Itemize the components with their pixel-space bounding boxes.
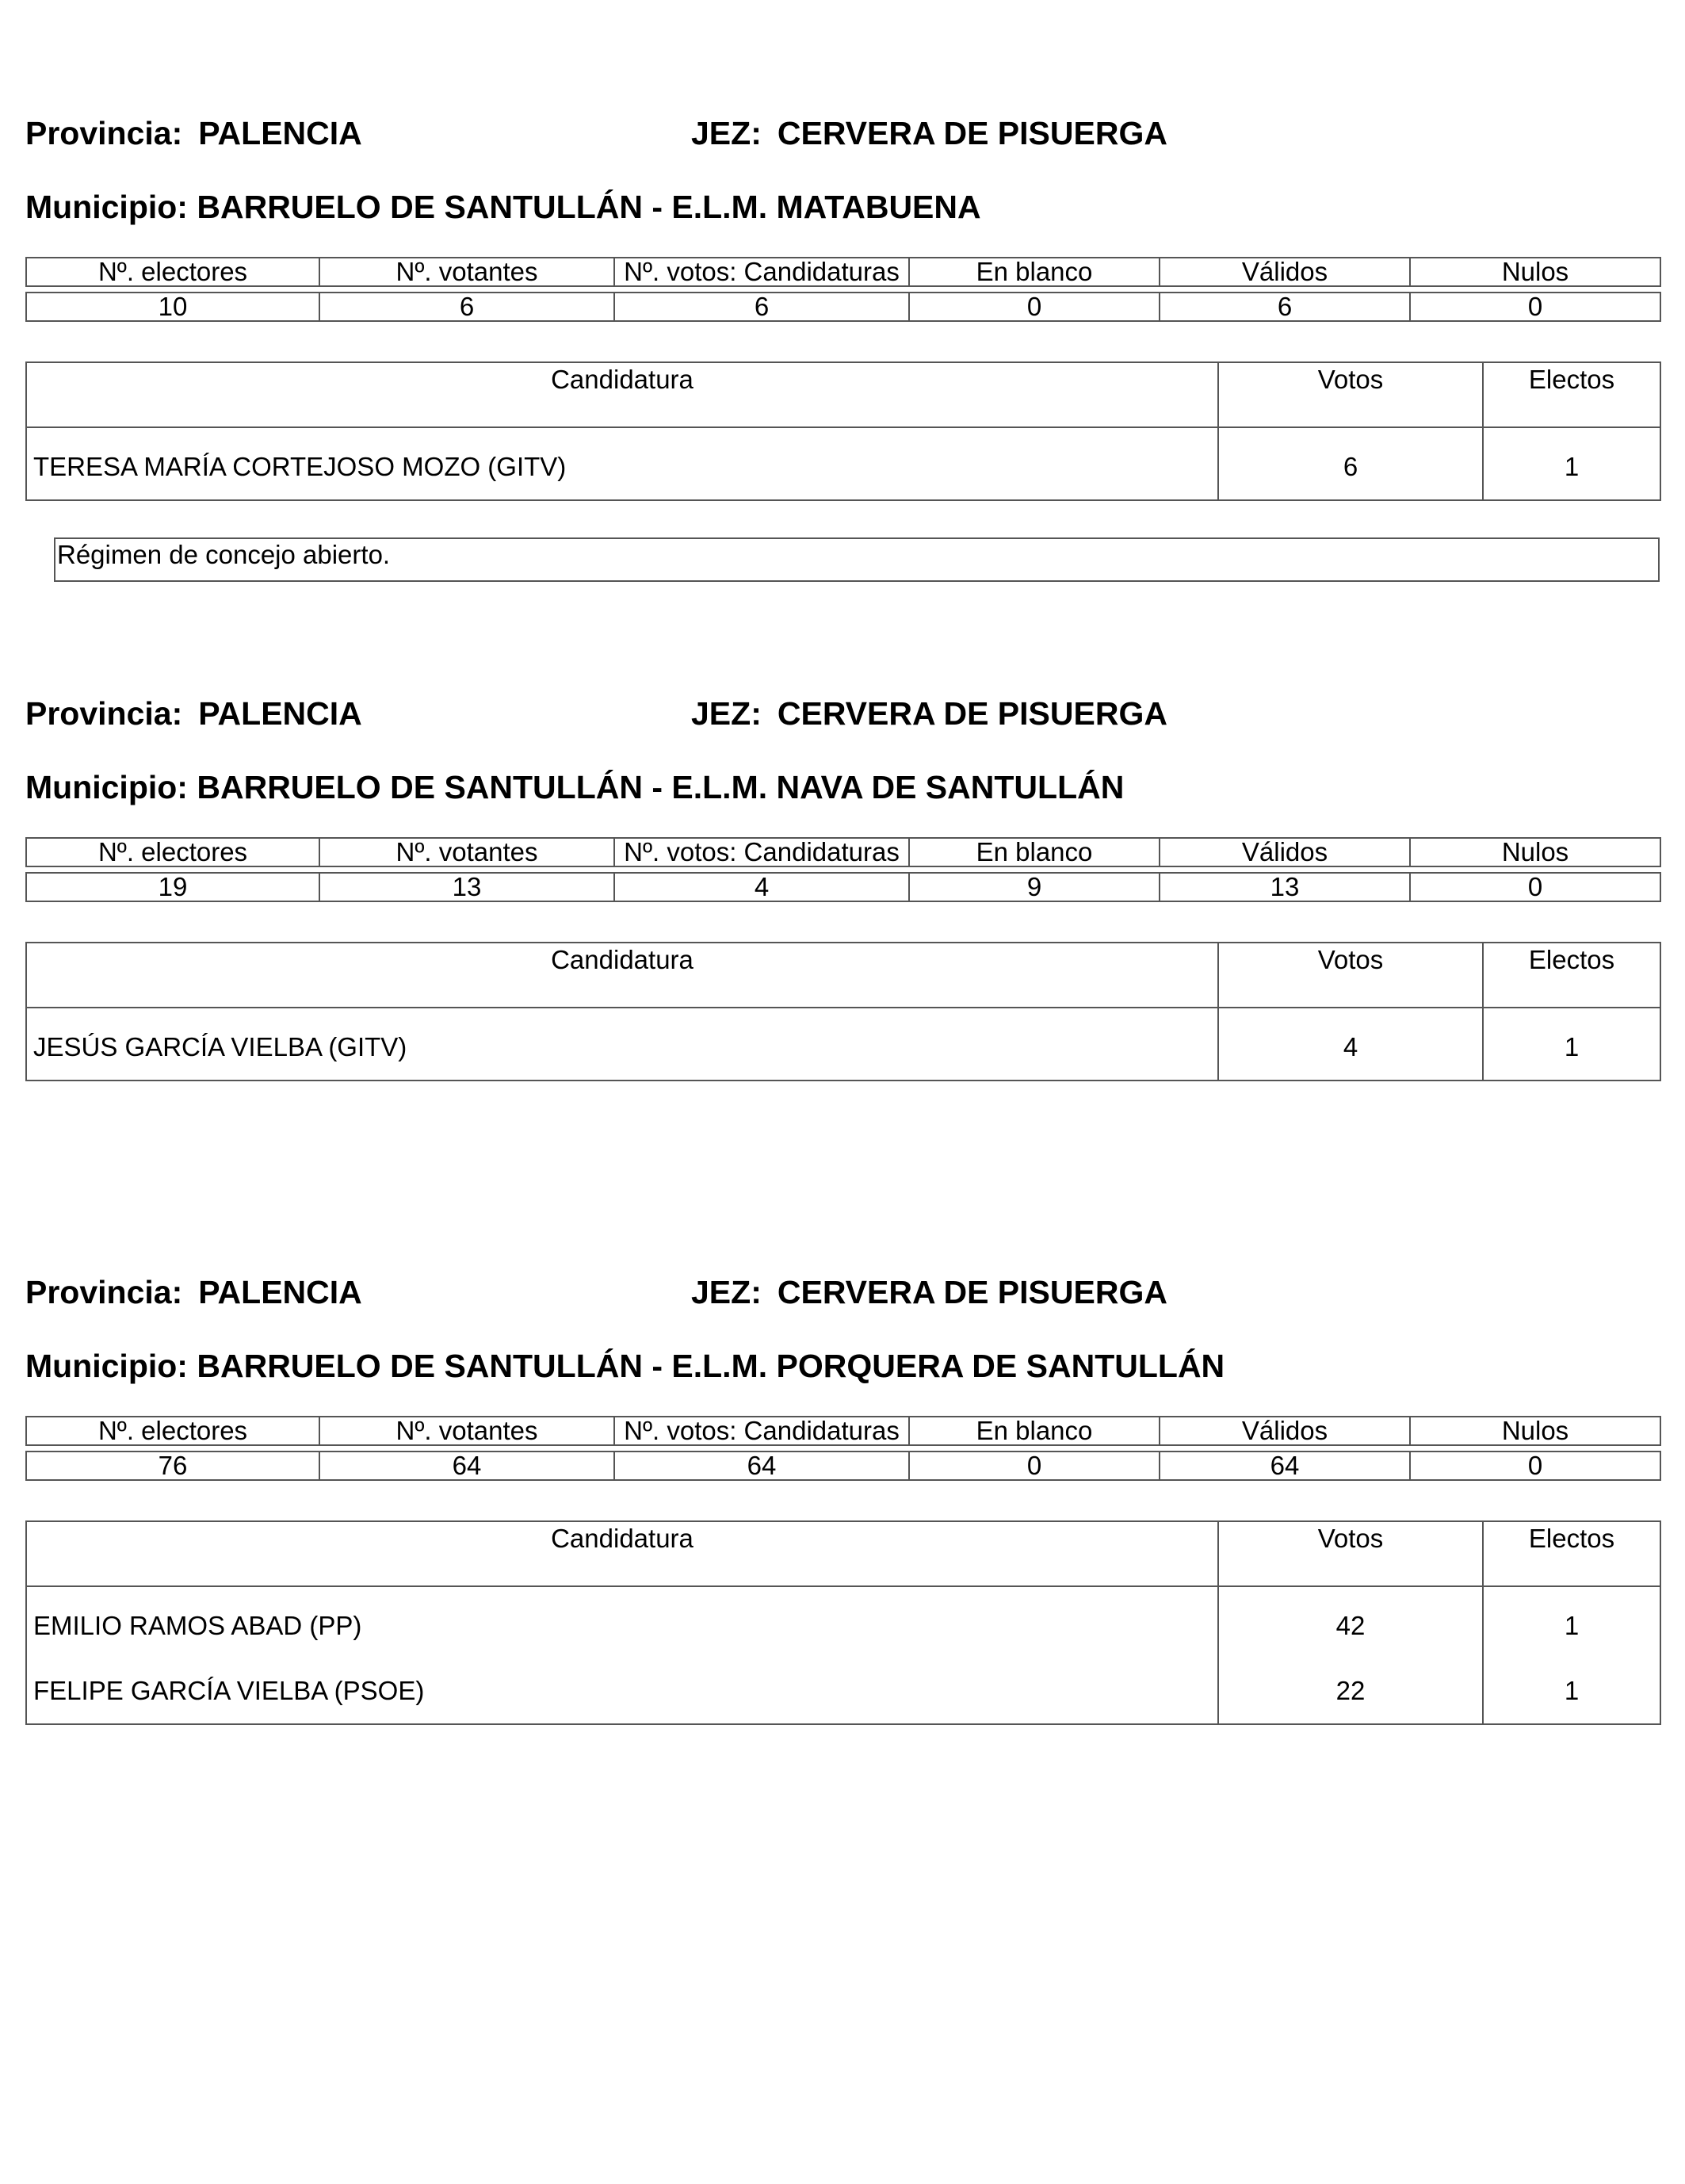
stats-header: Nº. electores [26,1417,319,1445]
candidate-name: JESÚS GARCÍA VIELBA (GITV) [26,1008,1218,1081]
stats-value: 0 [1410,293,1660,321]
stats-value: 0 [1410,1452,1660,1480]
municipio-value: BARRUELO DE SANTULLÁN - E.L.M. MATABUENA [197,189,981,225]
provincia-label: Provincia: [25,115,183,151]
stats-value-row [26,293,1660,321]
stats-header: Nº. votantes [319,1417,614,1445]
candidate-electos: 1 [1483,1658,1660,1724]
candidate-electos: 1 [1483,1586,1660,1658]
stats-value-row [26,1452,1660,1480]
municipio-value: BARRUELO DE SANTULLÁN - E.L.M. PORQUERA DE SANTULLÁN [197,1348,1225,1384]
candidate-votos: 6 [1218,427,1483,500]
jez-label: JEZ: [691,1274,762,1310]
candidatura-header: Candidatura [26,1521,1218,1586]
jez-value: CERVERA DE PISUERGA [777,695,1167,732]
stats-header: Nº. electores [26,838,319,866]
jez-label: JEZ: [691,695,762,732]
candidate-electos: 1 [1483,1008,1660,1081]
candidate-name: FELIPE GARCÍA VIELBA (PSOE) [26,1658,1218,1724]
stats-header: Nº. votos: Candidaturas [614,1417,909,1445]
stats-table [25,1416,1661,1481]
jez-label: JEZ: [691,115,762,151]
stats-value: 6 [1160,293,1410,321]
provincia-line [25,695,362,732]
stats-header: Nº. votos: Candidaturas [614,838,909,866]
stats-header-row [26,258,1660,286]
candidate-electos: 1 [1483,427,1660,500]
stats-header: Nulos [1410,1417,1660,1445]
municipio-line [25,1350,1225,1383]
municipio-label: Municipio: [25,189,188,225]
stats-header: Válidos [1160,1417,1410,1445]
provincia-value: PALENCIA [198,115,362,151]
candidates-table [25,1520,1661,1725]
section-nava [25,695,1660,1078]
section-porquera [25,1276,1660,1720]
stats-value: 64 [614,1452,909,1480]
jez-line [691,117,1167,150]
candidate-row [26,1008,1660,1081]
stats-value: 13 [319,873,614,901]
stats-value: 76 [26,1452,319,1480]
stats-header: Válidos [1160,838,1410,866]
candidates-table [25,361,1661,501]
stats-header: En blanco [909,1417,1160,1445]
provincia-line [25,117,362,150]
candidates-header-row [26,362,1660,427]
stats-header: Nº. votantes [319,258,614,286]
stats-value: 6 [614,293,909,321]
provincia-line [25,1276,362,1309]
votos-header: Votos [1218,943,1483,1008]
stats-header: Nº. electores [26,258,319,286]
candidate-votos: 42 [1218,1586,1483,1658]
stats-header: Nº. votantes [319,838,614,866]
candidatura-header: Candidatura [26,362,1218,427]
provincia-label: Provincia: [25,1274,183,1310]
stats-value: 13 [1160,873,1410,901]
stats-header: Nulos [1410,258,1660,286]
jez-line [691,695,1167,732]
stats-table [25,837,1661,902]
provincia-label: Provincia: [25,695,183,732]
electos-header: Electos [1483,1521,1660,1586]
votos-header: Votos [1218,1521,1483,1586]
votos-header: Votos [1218,362,1483,427]
stats-header: En blanco [909,258,1160,286]
candidate-row [26,1658,1660,1724]
stats-value: 9 [909,873,1160,901]
provincia-value: PALENCIA [198,1274,362,1310]
stats-header: Nº. votos: Candidaturas [614,258,909,286]
stats-value: 64 [1160,1452,1410,1480]
stats-value: 10 [26,293,319,321]
stats-header-row [26,1417,1660,1445]
municipio-value: BARRUELO DE SANTULLÁN - E.L.M. NAVA DE SANTULLÁN [197,769,1125,805]
jez-line [691,1276,1167,1309]
candidates-header-row [26,1521,1660,1586]
stats-value: 0 [1410,873,1660,901]
stats-value: 4 [614,873,909,901]
municipio-line [25,191,981,224]
candidates-table [25,942,1661,1081]
candidate-row [26,427,1660,500]
candidate-name: EMILIO RAMOS ABAD (PP) [26,1586,1218,1658]
jez-value: CERVERA DE PISUERGA [777,115,1167,151]
municipio-label: Municipio: [25,1348,188,1384]
provincia-value: PALENCIA [198,695,362,732]
candidates-header-row [26,943,1660,1008]
stats-header: Válidos [1160,258,1410,286]
stats-value: 0 [909,293,1160,321]
stats-value: 0 [909,1452,1160,1480]
municipio-label: Municipio: [25,769,188,805]
candidatura-header: Candidatura [26,943,1218,1008]
stats-value: 19 [26,873,319,901]
stats-header: En blanco [909,838,1160,866]
section-matabuena [25,117,1660,593]
note-box [54,537,1660,582]
stats-table [25,257,1661,322]
stats-header-row [26,838,1660,866]
electos-header: Electos [1483,362,1660,427]
candidate-votos: 22 [1218,1658,1483,1724]
note-text: Régimen de concejo abierto. [57,540,391,569]
municipio-line [25,771,1124,804]
stats-header: Nulos [1410,838,1660,866]
jez-value: CERVERA DE PISUERGA [777,1274,1167,1310]
stats-value-row [26,873,1660,901]
electos-header: Electos [1483,943,1660,1008]
candidate-name: TERESA MARÍA CORTEJOSO MOZO (GITV) [26,427,1218,500]
candidate-votos: 4 [1218,1008,1483,1081]
candidate-row [26,1586,1660,1658]
stats-value: 64 [319,1452,614,1480]
stats-value: 6 [319,293,614,321]
